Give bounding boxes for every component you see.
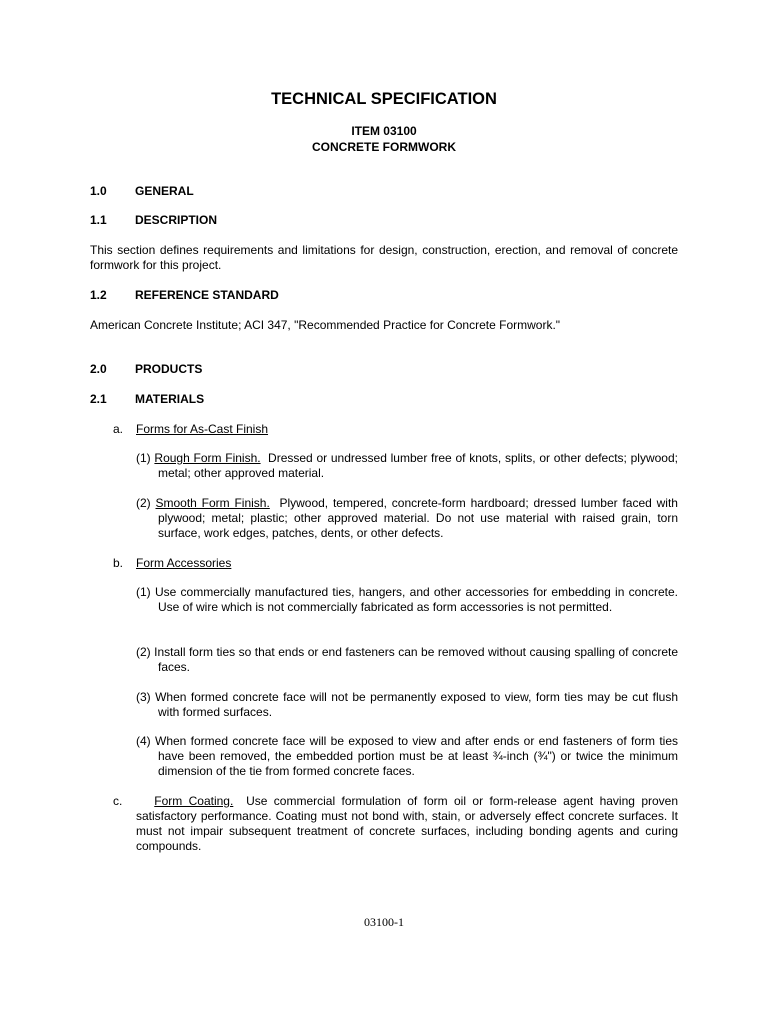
subsection-form-accessories [113,556,231,571]
section-number: 1.0 [90,184,107,198]
list-term: Rough Form Finish. [154,451,261,465]
list-number: (1) [136,585,151,599]
list-text: Use commercially manufactured ties, hangers, and other accessories for embedding in concrete. Use of wire which is not commercially fabricated as form accessories is not permitted. [154,585,678,614]
list-number: (4) [136,734,151,748]
subsection-letter: b. [113,556,124,570]
section-heading-materials [90,392,204,407]
list-item-smooth-form-finish [136,496,678,541]
section-number: 2.0 [90,362,107,376]
page-number: 03100-1 [364,915,404,929]
reference-standard-paragraph: American Concrete Institute; ACI 347, "Recommended Practice for Concrete Formwork." [90,318,561,332]
section-title: PRODUCTS [135,362,203,376]
section-heading-reference-standard [90,288,279,303]
list-item-accessories-2 [136,645,678,675]
section-number: 1.2 [90,288,107,302]
list-number: (1) [136,451,151,465]
subsection-letter: a. [113,422,124,436]
list-text: Dressed or undressed lumber free of knots, splits, or other defects; plywood; metal; other approved material. [158,451,678,480]
list-text: Install form ties so that ends or end fasteners can be removed without causing spalling of concrete faces. [154,645,678,674]
section-title: MATERIALS [135,392,205,406]
item-number: ITEM 03100 [351,124,417,138]
list-text: Plywood, tempered, concrete-form hardboard; dressed lumber faced with plywood; metal; plastic; other approved material. Do not use material with raised grain, torn surface, work edges, patches, dents, or other defects. [158,496,678,540]
section-title: REFERENCE STANDARD [135,288,279,302]
section-heading-general [90,184,194,199]
list-text: When formed concrete face will not be permanently exposed to view, form ties may be cut flush with formed surfaces. [155,690,678,719]
section-title: GENERAL [135,184,194,198]
section-number: 1.1 [90,213,107,227]
section-number: 2.1 [90,392,107,406]
subsection-term: Form Coating. [154,794,234,808]
subsection-form-coating [113,794,678,854]
list-number: (2) [136,496,151,510]
list-item-accessories-1 [136,585,678,615]
section-title: DESCRIPTION [135,213,218,227]
list-text: When formed concrete face will be exposed to view and after ends or end fasteners of form ties have been removed, the embedded portion must be at least ¾-inch (¾") or twice the minimum dimension of the tie from formed concrete faces. [155,734,678,778]
subsection-title: Forms for As-Cast Finish [136,422,269,436]
list-number: (2) [136,645,151,659]
list-item-rough-form-finish [136,451,678,481]
item-subtitle: CONCRETE FORMWORK [312,140,456,154]
subsection-title: Form Accessories [136,556,232,570]
document-title: TECHNICAL SPECIFICATION [271,90,497,108]
subsection-forms-as-cast-finish [113,422,268,437]
section-heading-description [90,213,217,228]
list-item-accessories-3 [136,690,678,720]
subsection-text: Use commercial formulation of form oil or form-release agent having proven satisfactory performance. Coating must not bond with, stain, or adversely effect concrete surfaces. It must not impair subsequent treatment of concrete surfaces, including bonding agents and curing compounds. [136,794,679,853]
list-item-accessories-4 [136,734,678,779]
description-paragraph: This section defines requirements and limitations for design, construction, erection, and removal of concrete formwork for this project. [90,243,678,272]
subsection-letter: c. [113,794,123,808]
list-number: (3) [136,690,151,704]
list-term: Smooth Form Finish. [155,496,270,510]
section-heading-products [90,362,202,377]
